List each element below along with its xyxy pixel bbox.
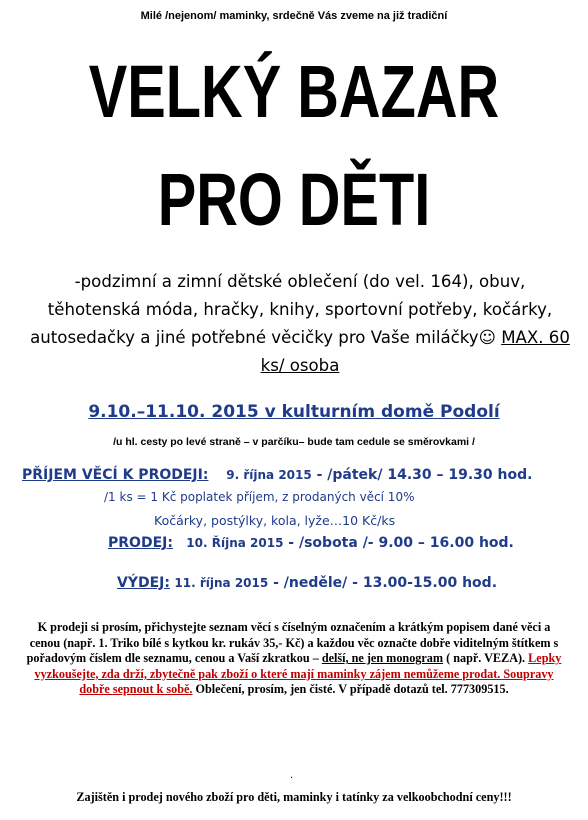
instructions-part-1: K prodeji si prosím, přichystejte seznam věcí s číselným označením a krátkým popisem dané věci a cenou (např. 1. Triko bílé s kytkou kr. rukáv 35,- Kč) a každou věc označte dobře viditelným štítkem s pořadovým číslem dle seznamu, cenou a Vaší zkratkou –	[26, 620, 559, 666]
intro-text: Milé /nejenom/ maminky, srdečně Vás zveme na již tradiční	[140, 10, 448, 22]
accept-label: PŘÍJEM VĚCÍ K PRODEJI:	[22, 467, 209, 483]
accept-row	[22, 467, 532, 483]
sale-row	[108, 535, 514, 551]
headline-line-2: PRO DĚTI	[157, 158, 431, 241]
out-row	[117, 575, 497, 591]
out-time: - /neděle/ - 13.00-15.00 hod.	[268, 575, 498, 591]
event-directions: /u hl. cesty po levé straně – v parčíku– bude tam cedule se směrovkami /	[113, 436, 475, 448]
small-items-note: Kočárky, postýlky, kola, lyže…10 Kč/ks	[154, 513, 396, 528]
items-description	[30, 268, 570, 380]
instructions-warning: Lepky vyzkoušejte, zda drží, zbytečně pak zboží o které mají maminky zájem nemůžeme prodat. Soupravy dobře sepnout k sobě.	[34, 651, 562, 697]
instructions-part-2: ( např. VEZA).	[443, 651, 529, 666]
sale-time: - /sobota /- 9.00 – 16.00 hod.	[283, 535, 514, 551]
instructions-underlined: delší, ne jen monogram	[321, 651, 444, 666]
max-limit: MAX. 60 ks/ osoba	[260, 328, 570, 375]
accept-date: 9. října 2015	[226, 468, 312, 482]
items-text: -podzimní a zimní dětské oblečení (do vel. 164), obuv, těhotenská móda, hračky, knihy, sportovní potřeby, kočárky, autosedačky a jiné potřebné věcičky pro Vaše miláčky	[30, 272, 553, 347]
out-label: VÝDEJ:	[117, 575, 170, 591]
footer-text: Zajištěn i prodej nového zboží pro děti, maminky i tatínky za velkoobchodní ceny!!!	[76, 790, 512, 804]
separator-dot: .	[290, 770, 294, 781]
event-date-place: 9.10.–11.10. 2015 v kulturním domě Podolí	[88, 402, 500, 422]
instructions-part-3: Oblečení, prosím, jen čisté. V případě dotazů tel. 777309515.	[192, 682, 509, 697]
out-date: 11. října 2015	[174, 576, 269, 590]
sale-label: PRODEJ:	[108, 535, 173, 551]
instructions-paragraph	[26, 620, 562, 698]
smiley-icon: ☺	[478, 328, 496, 347]
headline-line-1: VELKÝ BAZAR	[88, 50, 500, 133]
accept-time: - /pátek/ 14.30 – 19.30 hod.	[311, 467, 533, 483]
sale-date: 10. Října 2015	[186, 536, 284, 550]
fee-note: /1 ks = 1 Kč poplatek příjem, z prodaných věcí 10%	[104, 490, 415, 504]
